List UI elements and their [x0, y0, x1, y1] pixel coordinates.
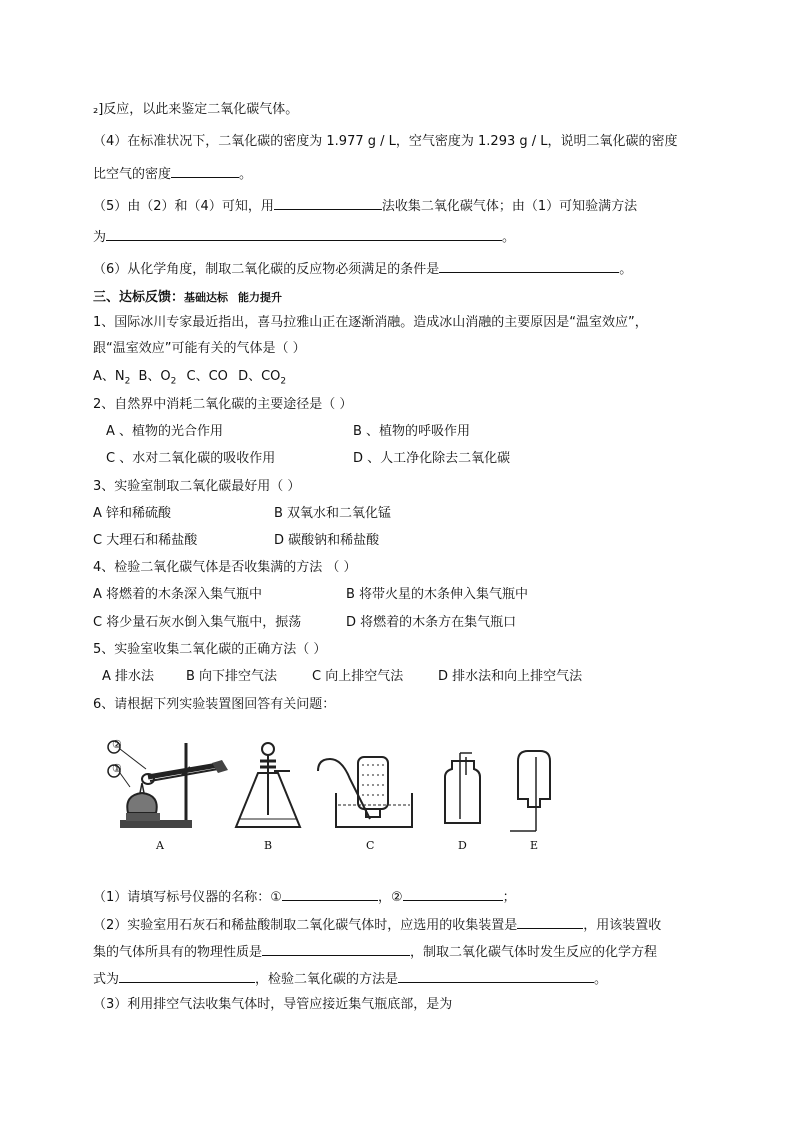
q1-text-2: 跟“温室效应”可能有关的气体是（ ）	[93, 341, 306, 356]
q1-text: 1、国际冰川专家最近指出，喜马拉雅山正在逐渐消融。造成冰山消融的主要原因是“温室效应”，	[93, 315, 648, 330]
q5-option-a[interactable]: A 排水法	[102, 669, 155, 684]
q1-option-c[interactable]: C、CO	[186, 369, 228, 384]
q5-option-d[interactable]: D 排水法和向上排空气法	[438, 669, 583, 684]
apparatus-a	[108, 741, 228, 828]
q4-option-a[interactable]: A 将燃着的木条深入集气瓶中	[93, 587, 263, 602]
label-d: D	[458, 839, 467, 852]
label-a: A	[156, 839, 164, 852]
q2-option-a[interactable]: A 、植物的光合作用	[106, 424, 224, 439]
marker-2: ②	[112, 738, 122, 751]
q4-option-d[interactable]: D 将燃着的木条方在集气瓶口	[346, 615, 517, 630]
q1-option-a[interactable]: A、$N_2$	[93, 369, 131, 387]
q3-text: 3、实验室制取二氧化碳最好用（ ）	[93, 479, 301, 494]
q2-option-d[interactable]: D 、人工净化除去二氧化碳	[353, 451, 511, 466]
q6-s2-line3: 式为 ，检验二氧化碳的方法是 。	[93, 968, 607, 989]
q6-s1: （1）请填写标号仪器的名称：① ，② ；	[93, 886, 516, 907]
q6-s3: （3）利用排空气法收集气体时，导管应接近集气瓶底部，是为	[93, 997, 453, 1012]
q6-s2-line1: （2）实验室用石灰石和稀盐酸制取二氧化碳气体时，应选用的收集装置是 ，用该装置收	[93, 914, 661, 935]
equation-blank[interactable]	[119, 968, 255, 983]
apparatus-b	[236, 743, 300, 827]
tag-basic: 基础达标	[184, 291, 229, 304]
instrument-2-blank[interactable]	[403, 886, 503, 901]
reactant-condition-line: （6）从化学角度，制取二氧化碳的反应物必须满足的条件是 。	[93, 258, 632, 279]
q5-option-b[interactable]: B 向下排空气法	[186, 669, 278, 684]
collect-method-blank[interactable]	[274, 195, 382, 210]
reactant-condition-blank[interactable]	[439, 258, 619, 273]
apparatus-d	[445, 753, 480, 823]
q4-text: 4、检验二氧化碳气体是否收集满的方法 （ ）	[93, 560, 357, 575]
density-line-2: 比空气的密度 。	[93, 163, 252, 184]
collect-device-blank[interactable]	[517, 914, 583, 929]
line-reaction: ₂]反应，以此来鉴定二氧化碳气体。	[93, 102, 299, 117]
apparatus-drawing	[100, 735, 570, 855]
section-title: 三、达标反馈：基础达标 能力提升	[93, 290, 283, 305]
q1-option-b[interactable]: B、$O_2$	[138, 369, 177, 387]
apparatus-figure	[100, 735, 570, 855]
q6-text: 6、请根据下列实验装置图回答有关问题：	[93, 697, 336, 712]
instrument-1-blank[interactable]	[282, 886, 378, 901]
apparatus-c	[318, 757, 412, 827]
collect-method-line: （5）由（2）和（4）可知，用 法收集二氧化碳气体；由（1）可知验满方法	[93, 195, 637, 216]
q1-option-d[interactable]: D、$CO_2$	[238, 369, 287, 387]
q2-option-c[interactable]: C 、水对二氧化碳的吸收作用	[106, 451, 276, 466]
marker-1: ①	[112, 762, 122, 775]
q5-text: 5、实验室收集二氧化碳的正确方法（ ）	[93, 642, 327, 657]
q3-option-c[interactable]: C 大理石和稀盐酸	[93, 533, 198, 548]
label-b: B	[264, 839, 273, 852]
label-e: E	[530, 839, 539, 852]
q3-option-d[interactable]: D 碳酸钠和稀盐酸	[274, 533, 380, 548]
q5-option-c[interactable]: C 向上排空气法	[312, 669, 404, 684]
test-method-blank[interactable]	[398, 968, 594, 983]
q3-option-b[interactable]: B 双氧水和二氧化锰	[274, 506, 392, 521]
verify-method-line: 为 。	[93, 226, 515, 247]
q1-options	[93, 368, 286, 391]
tag-advanced: 能力提升	[238, 291, 283, 304]
q2-text: 2、自然界中消耗二氧化碳的主要途径是（ ）	[93, 397, 353, 412]
q3-option-a[interactable]: A 锌和稀硫酸	[93, 506, 172, 521]
verify-method-blank[interactable]	[106, 226, 502, 241]
q6-s2-line2: 集的气体所具有的物理性质是 ，制取二氧化碳气体时发生反应的化学方程	[93, 941, 657, 962]
label-c: C	[366, 839, 375, 852]
q4-option-b[interactable]: B 将带火星的木条伸入集气瓶中	[346, 587, 529, 602]
physical-property-blank[interactable]	[262, 941, 410, 956]
density-answer-blank[interactable]	[171, 163, 239, 178]
density-line: （4）在标准状况下，二氧化碳的密度为 1.977 g / L，空气密度为 1.293 g / L，说明二氧化碳的密度	[93, 134, 678, 149]
q4-option-c[interactable]: C 将少量石灰水倒入集气瓶中，振荡	[93, 615, 302, 630]
q2-option-b[interactable]: B 、植物的呼吸作用	[353, 424, 471, 439]
apparatus-e	[510, 751, 550, 831]
